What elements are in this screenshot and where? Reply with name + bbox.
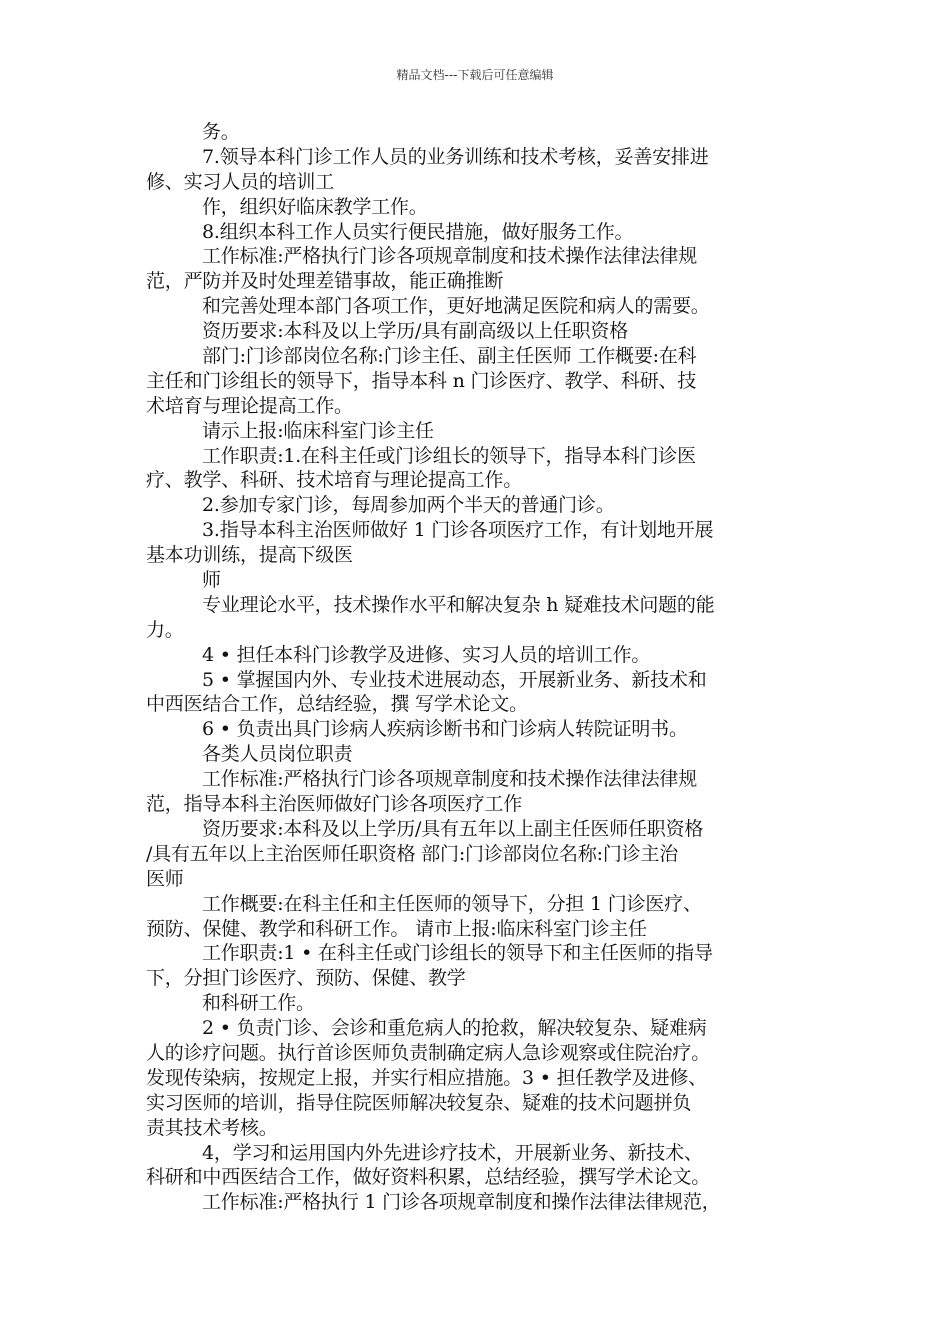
text-line: 责其技术考核。 <box>146 1116 278 1139</box>
text-line: /具有五年以上主治医师任职资格 部门:门诊部岗位名称:门诊主治 <box>146 842 679 865</box>
text-line: 和科研工作。 <box>202 992 315 1015</box>
text-line: 工作标准:严格执行门诊各项规章制度和技术操作法律法律规 <box>202 768 698 791</box>
text-line: 5 • 掌握国内外、专业技术进展动态，开展新业务、新技术和 <box>202 668 707 691</box>
text-line: 部门:门诊部岗位名称:门诊主任、副主任医师 工作概要:在科 <box>202 345 697 368</box>
text-line: 工作标准:严格执行门诊各项规章制度和技术操作法律法律规 <box>202 245 698 268</box>
text-line: 和完善处理本部门各项工作，更好地满足医院和病人的需要。 <box>202 295 710 318</box>
text-line: 8.组织本科工作人员实行便民措施，做好服务工作。 <box>202 220 634 243</box>
text-line: 工作标准:严格执行 1 门诊各项规章制度和操作法律法律规范， <box>202 1191 721 1214</box>
text-line: 作，组织好临床教学工作。 <box>202 195 428 218</box>
text-line: 务。 <box>202 121 240 143</box>
text-line: 医师 <box>146 867 184 890</box>
text-line: 基本功训练，提高下级医 <box>146 544 353 567</box>
text-line: 范，严防并及时处理差错事故，能正确推断 <box>146 270 504 293</box>
text-line: 2 • 负责门诊、会诊和重危病人的抢救，解决较复杂、疑难病 <box>202 1017 707 1040</box>
text-line: 3.指导本科主治医师做好 1 门诊各项医疗工作，有计划地开展 <box>202 519 714 542</box>
text-line: 各类人员岗位职责 <box>202 743 353 766</box>
text-line: 工作职责:1.在科主任或门诊组长的领导下，指导本科门诊医 <box>202 444 696 467</box>
text-line: 7.领导本科门诊工作人员的业务训练和技术考核，妥善安排进 <box>202 145 709 168</box>
text-line: 工作概要:在科主任和主任医师的领导下，分担 1 门诊医疗、 <box>202 892 702 915</box>
text-line: 人的诊疗问题。执行首诊医师负责制确定病人急诊观察或住院治疗。 <box>146 1041 711 1064</box>
text-line: 资历要求:本科及以上学历/具有五年以上副主任医师任职资格 <box>202 817 704 840</box>
text-line: 4，学习和运用国内外先进诊疗技术，开展新业务、新技术、 <box>202 1141 703 1164</box>
document-body <box>146 120 826 1215</box>
text-line: 2.参加专家门诊，每周参加两个半天的普通门诊。 <box>202 494 615 517</box>
text-line: 术培育与理论提高工作。 <box>146 394 353 417</box>
text-line: 范，指导本科主治医师做好门诊各项医疗工作 <box>146 793 523 816</box>
text-line: 6 • 负责出具门诊病人疾病诊断书和门诊病人转院证明书。 <box>202 718 688 741</box>
text-line: 疗、教学、科研、技术培育与理论提高工作。 <box>146 469 523 492</box>
text-line: 请示上报:临床科室门诊主任 <box>202 419 434 442</box>
text-line: 中西医结合工作，总结经验，撰 写学术论文。 <box>146 693 528 716</box>
text-line: 师 <box>202 569 221 592</box>
text-line: 4 • 担任本科门诊教学及进修、实习人员的培训工作。 <box>202 643 651 666</box>
text-line: 修、实习人员的培训工 <box>146 170 335 193</box>
text-line: 预防、保健、教学和科研工作。 请市上报:临床科室门诊主任 <box>146 917 647 940</box>
text-line: 主任和门诊组长的领导下，指导本科 n 门诊医疗、教学、科研、技 <box>146 369 697 392</box>
page-header: 精品文档---下载后可任意编辑 <box>396 68 554 82</box>
text-line: 资历要求:本科及以上学历/具有副高级以上任职资格 <box>202 320 629 343</box>
text-line: 专业理论水平，技术操作水平和解决复杂 h 疑难技术问题的能 <box>202 593 715 616</box>
text-line: 力。 <box>146 618 184 641</box>
text-line: 下，分担门诊医疗、预防、保健、教学 <box>146 967 466 990</box>
text-line: 工作职责:1 • 在科主任或门诊组长的领导下和主任医师的指导 <box>202 942 713 965</box>
text-line: 科研和中西医结合工作，做好资料积累，总结经验，撰写学术论文。 <box>146 1166 711 1189</box>
text-line: 发现传染病，按规定上报，并实行相应措施。3 • 担任教学及进修、 <box>146 1066 707 1089</box>
text-line: 实习医师的培训，指导住院医师解决较复杂、疑难的技术问题拼负 <box>146 1091 692 1114</box>
